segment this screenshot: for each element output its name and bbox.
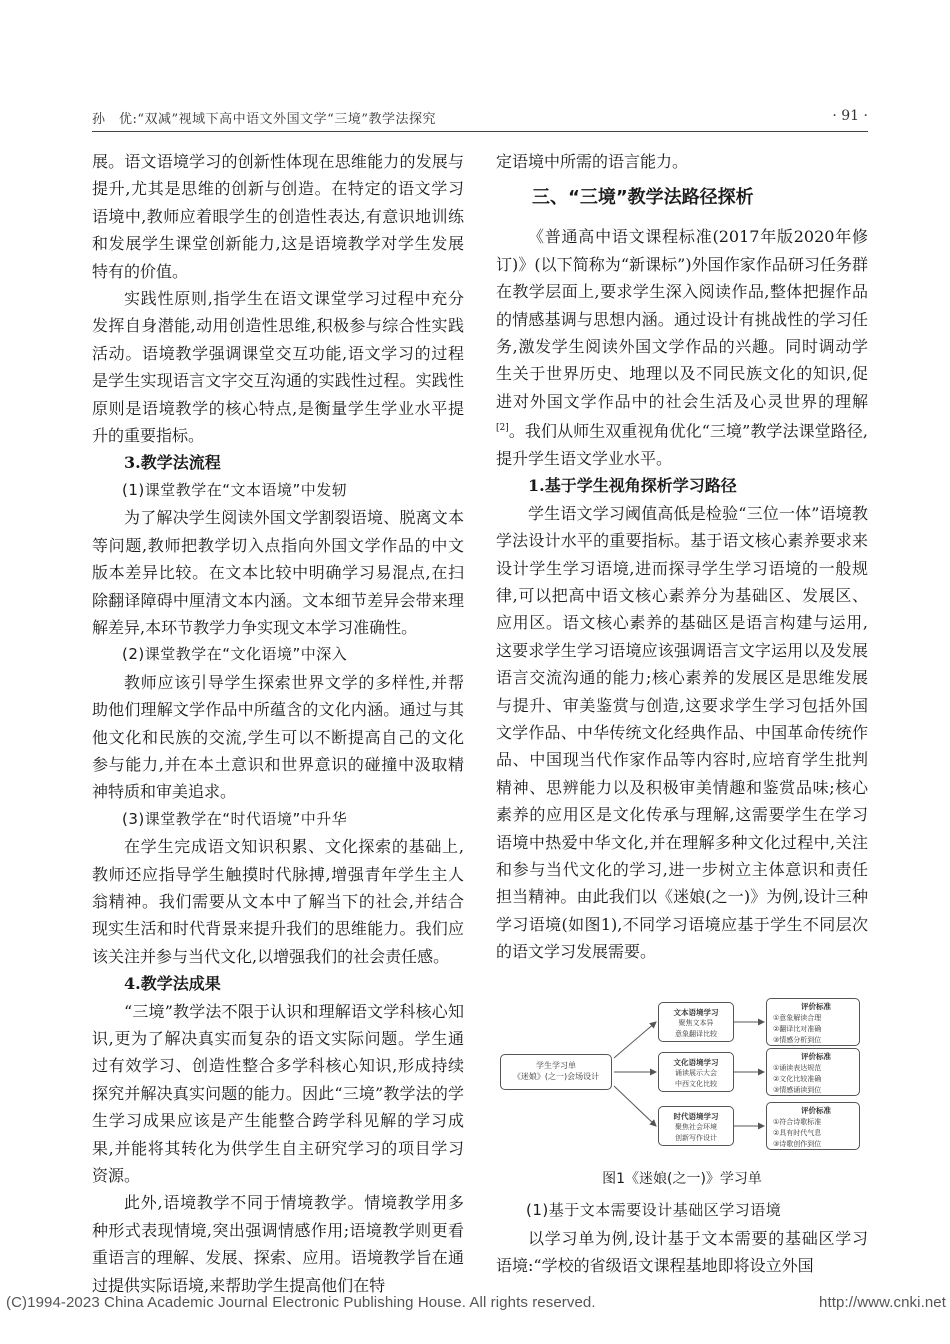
copyright-footer — [6, 1294, 946, 1311]
page-number: · 91 · — [832, 108, 868, 124]
worksheet-title: 学生学习单 — [536, 1060, 576, 1070]
culture-context-box — [658, 1052, 734, 1092]
box-title: 时代语境学习 — [673, 1111, 719, 1121]
subheading: (1)基于文本需要设计基础区学习语境 — [526, 1201, 782, 1220]
eval-line: ①意象解读合理 — [773, 1013, 822, 1022]
box-title: 文本语境学习 — [673, 1007, 719, 1017]
eval-line: ③情感诵读到位 — [773, 1085, 822, 1094]
paragraph: “三境”教学法不限于认识和理解语文学科核心知识,更为了解决真实而复杂的语文实际问题。学生通过有效学习、创造性整合多学科核心知识,形成持续探究并解决真实问题的能力。因此“三境”教学法的学生学习成果应该是产生能整合跨学科见解的学习成果,并能将其转化为供学生自主研究学习的项目学习资源。 — [92, 1001, 464, 1186]
paragraph-text: 。我们从师生双重视角优化“三境”教学法课堂路径,提升学生语文学业水平。 — [496, 421, 868, 468]
evaluation-box-3 — [766, 1102, 860, 1150]
box-line: 诵读展示大会 — [675, 1068, 717, 1077]
eval-line: ①诵读表达规范 — [773, 1063, 822, 1072]
box-line: 创新写作设计 — [675, 1133, 717, 1142]
paragraph: 展。语文语境学习的创新性体现在思维能力的发展与提升,尤其是思维的创新与创造。在特定的语文学习语境中,教师应着眼学生的创造性表达,有意识地训练和发展学生课堂创新能力,这是语境教学对学生发展特有的价值。 — [92, 152, 464, 281]
left-column — [92, 148, 464, 1299]
eval-title: 评价标准 — [801, 1001, 831, 1011]
student-worksheet-box — [500, 1054, 612, 1090]
section-heading: 3.教学法流程 — [124, 453, 221, 473]
worksheet-subtitle: 《迷娘》(之一)会场设计 — [512, 1071, 600, 1081]
right-column — [496, 148, 868, 1279]
subheading: (2)课堂教学在“文化语境”中深入 — [122, 645, 348, 664]
box-line: 中西文化比较 — [675, 1079, 717, 1088]
eval-line: ②具有时代气息 — [773, 1128, 822, 1137]
figure-caption: 图1《迷娘(之一)》学习单 — [602, 1170, 762, 1187]
figure-1 — [496, 980, 868, 1160]
paragraph: 定语境中所需的语言能力。 — [496, 152, 689, 171]
eval-line: ①符合诗歌标准 — [773, 1117, 822, 1126]
eval-title: 评价标准 — [801, 1051, 831, 1061]
eval-line: ③情感分析到位 — [773, 1035, 822, 1044]
running-header — [92, 104, 868, 130]
footer-link[interactable]: http://www.cnki.net — [819, 1294, 946, 1311]
subsection-heading: 1.基于学生视角探析学习路径 — [528, 476, 737, 496]
paragraph: 教师应该引导学生探索世界文学的多样性,并帮助他们理解文学作品中所蕴含的文化内涵。通过与其他文化和民族的交流,学生可以不断提高自己的文化参与能力,并在本土意识和世界意识的碰撞中汲取精神特质和审美追求。 — [92, 672, 464, 802]
paragraph: 此外,语境教学不同于情境教学。情境教学用多种形式表现情境,突出强调情感作用;语境教学则更看重语言的理解、发展、探索、应用。语境教学旨在通过提供实际语境,来帮助学生提高他们在特 — [92, 1193, 464, 1295]
box-line: 聚焦文本异 — [678, 1018, 714, 1027]
paragraph: 学生语文学习阈值高低是检验“三位一体”语境教学法设计水平的重要指标。基于语文核心素养要求来设计学生学习语境,进而探寻学生学习语境的一般规律,可以把高中语文核心素养分为基础区、发展区、应用区。语文核心素养的基础区是语言构建与运用,这要求学生学习语境应该强调语言文字运用以及发展语言交流沟通的能力;核心素养的发展区是思维发展与提升、审美鉴赏与创造,这要求学生学习包括外国文学作品、中华传统文化经典作品、中国革命传统作品、中国现当代作家作品等内容时,应培育学生批判精神、思辨能力以及积极审美情趣和鉴赏品味;核心素养的应用区是文化传承与理解,这需要学生在学习语境中热爱中华文化,并在理解多种文化过程中,关注和参与当代文化的学习,进一步树立主体意识和责任担当精神。由此我们以《迷娘(之一)》为例,设计三种学习语境(如图1),不同学习语境应基于学生不同层次的语文学习发展需要。 — [496, 503, 868, 962]
paragraph: 以学习单为例,设计基于文本需要的基础区学习语境:“学校的省级语文课程基地即将设立外国 — [496, 1228, 868, 1275]
eval-title: 评价标准 — [801, 1105, 831, 1115]
evaluation-box-2 — [766, 1048, 860, 1096]
paragraph-text: 《普通高中语文课程标准(2017年版2020年修订)》(以下简称为“新课标”)外国作家作品研习任务群在教学层面上,要求学生深入阅读作品,整体把握作品的情感基调与思想内涵。通过设计有挑战性的学习任务,激发学生阅读外国文学作品的兴趣。同时调动学生关于世界历史、地理以及不同民族文化的知识,促进对外国文学作品中的社会生活及心灵世界的理解 — [496, 227, 868, 411]
box-title: 文化语境学习 — [673, 1057, 719, 1067]
era-context-box — [658, 1106, 734, 1146]
paragraph: 实践性原则,指学生在语文课堂学习过程中充分发挥自身潜能,动用创造性思维,积极参与综合性实践活动。语境教学强调课堂交互功能,语文学习的过程是学生实现语言文字交互沟通的实践性过程。实践性原则是语境教学的核心特点,是衡量学生学业水平提升的重要指标。 — [92, 289, 464, 446]
eval-line: ③诗歌创作到位 — [773, 1139, 822, 1148]
citation[interactable]: [2] — [496, 423, 509, 434]
box-line: 意象翻译比较 — [675, 1029, 717, 1038]
subheading: (3)课堂教学在“时代语境”中升华 — [122, 809, 348, 828]
paragraph: 为了解决学生阅读外国文学割裂语境、脱离文本等问题,教师把教学切入点指向外国文学作品的中文版本差异比较。在文本比较中明确学习易混点,在扫除翻译障碍中厘清文本内涵。文本细节差异会带来理解差异,本环节教学力争实现文本学习准确性。 — [92, 508, 464, 637]
text-context-box — [658, 1002, 734, 1042]
section-heading: 4.教学法成果 — [124, 974, 221, 994]
paragraph: 在学生完成语文知识积累、文化探索的基础上,教师还应指导学生触摸时代脉搏,增强青年学生主人翁精神。我们需要从文本中了解当下的社会,并结合现实生活和时代背景来提升我们的思维能力。我们应该关注并参与当代文化,以增强我们的社会责任感。 — [92, 837, 464, 966]
subheading: (1)课堂教学在“文本语境”中发轫 — [122, 480, 348, 499]
running-title: 孙 优:“双减”视域下高中语文外国文学“三境”教学法探究 — [92, 112, 436, 127]
box-line: 聚焦社会环境 — [675, 1122, 717, 1131]
section-title: 三、“三境”教学法路径探析 — [532, 187, 754, 209]
eval-line: ②文化比较准确 — [773, 1074, 822, 1083]
eval-line: ②翻译比对准确 — [773, 1024, 822, 1033]
copyright-text: (C)1994-2023 China Academic Journal Electronic Publishing House. All rights reserved. — [6, 1294, 596, 1311]
evaluation-box-1 — [766, 998, 860, 1046]
header-rule — [92, 131, 868, 132]
paragraph — [496, 223, 868, 472]
